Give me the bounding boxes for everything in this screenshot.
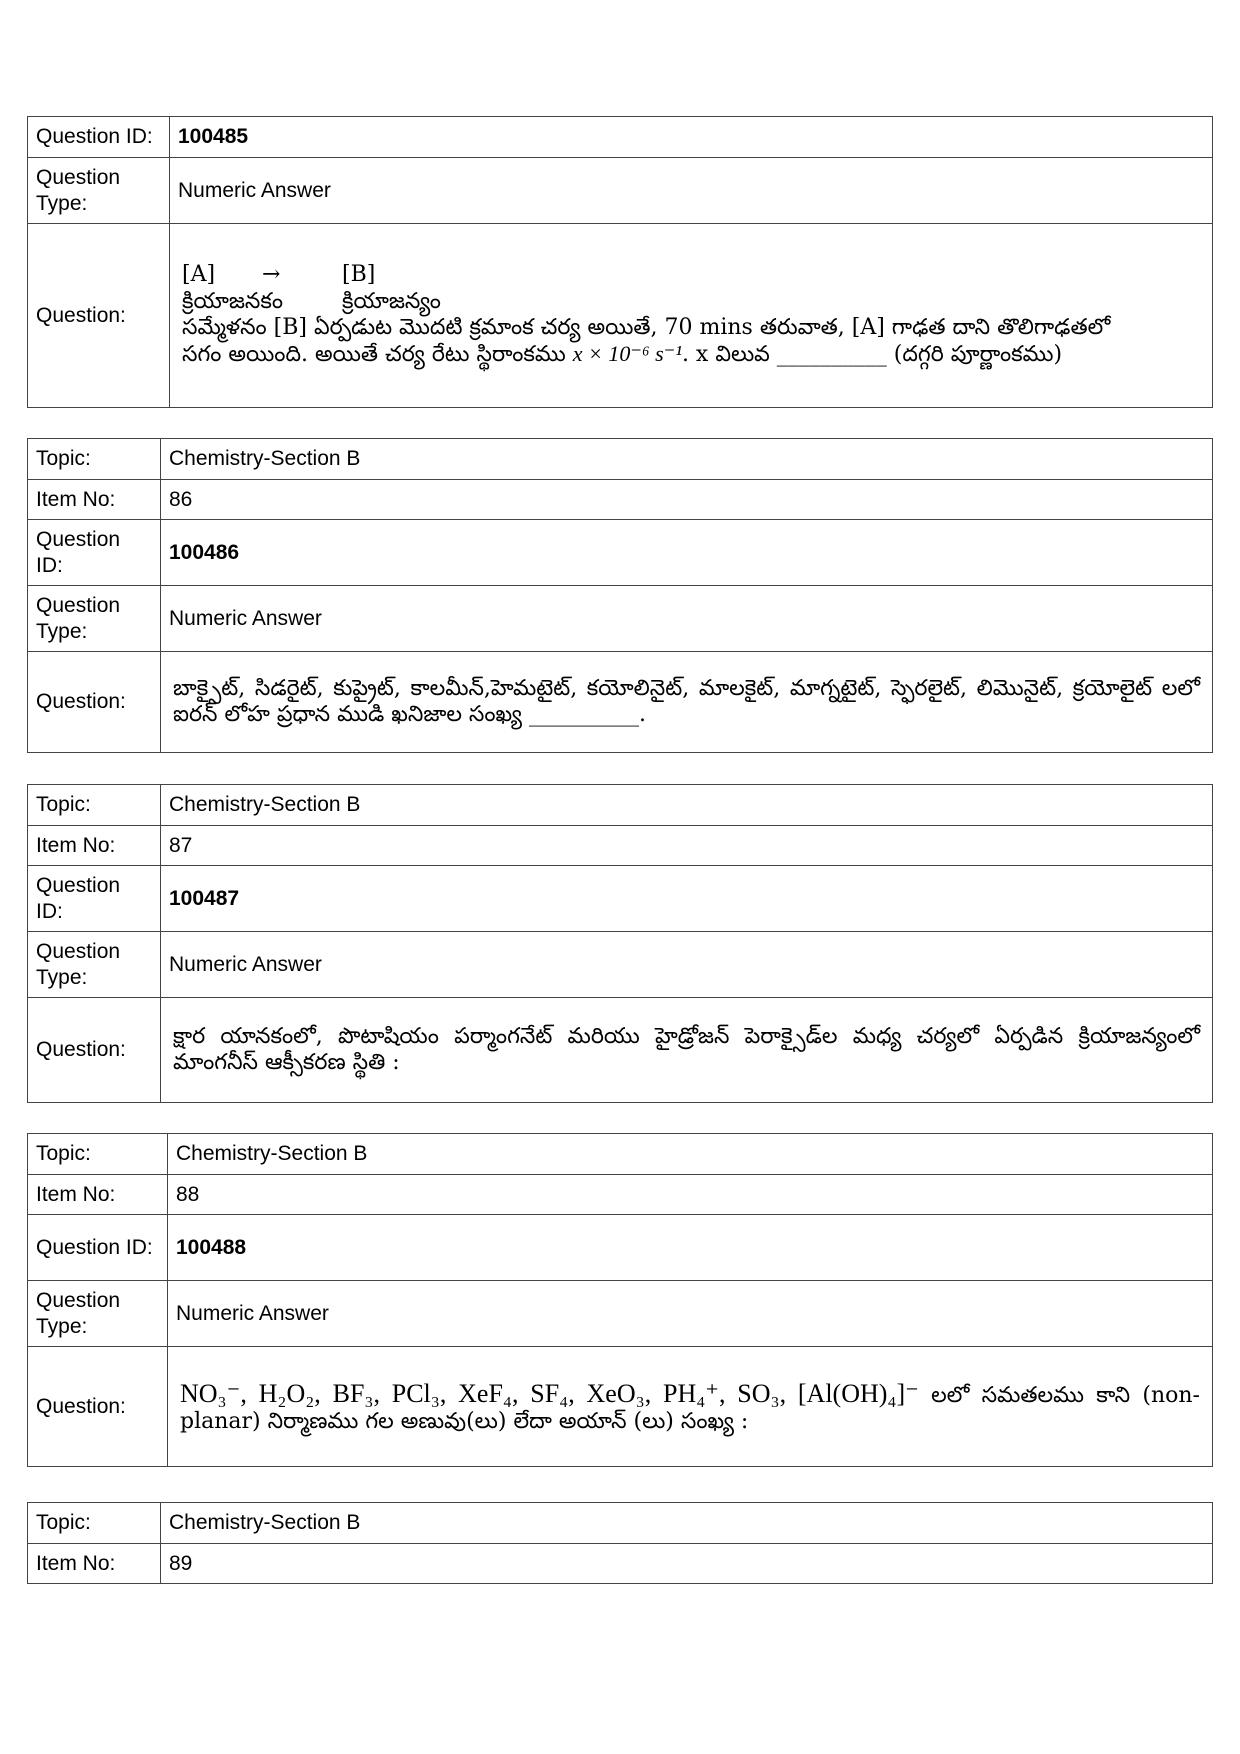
question-table-item-89 bbox=[27, 1502, 1213, 1584]
topic-value: Chemistry-Section B bbox=[161, 785, 1213, 826]
question-line-3: సమ్మేళనం [B] ఏర్పడుట మొదటి క్రమాంక చర్య అయితే, 70 mins తరువాత, [A] గాఢత దాని తొలిగాఢతలో bbox=[182, 315, 1111, 340]
question-id-value: 100485 bbox=[170, 117, 1213, 158]
question-line-4 bbox=[182, 341, 1200, 368]
question-id-label: Question ID: bbox=[28, 866, 161, 932]
rate-constant-expression: x × 10⁻⁶ s⁻¹ bbox=[572, 341, 682, 367]
question-label: Question: bbox=[28, 1347, 168, 1467]
question-table-100486 bbox=[27, 438, 1213, 753]
topic-label: Topic: bbox=[28, 785, 161, 826]
question-text bbox=[168, 1347, 1213, 1467]
topic-label: Topic: bbox=[28, 1503, 161, 1544]
question-line-4a: సగం అయింది. అయితే చర్య రేటు స్థిరాంకము bbox=[182, 342, 566, 368]
reaction-line bbox=[182, 262, 1200, 288]
question-table-100488 bbox=[27, 1133, 1213, 1467]
question-line-4b: . x విలువ __________ (దగ్గరి పూర్ణాంకము) bbox=[681, 342, 1063, 368]
item-no-label: Item No: bbox=[28, 1175, 168, 1215]
question-id-label: Question ID: bbox=[28, 1215, 168, 1281]
question-text: బాక్సైట్, సిడరైట్, కుప్రైట్, కాలమీన్,హెమటైట్, కయోలినైట్, మాలకైట్, మాగ్నటైట్, స్ఫెరలైట్, లిమొనైట్, క్రయోలైట్ లలో ఐరన్ లోహ ప్రధాన ముడి ఖనిజాల సంఖ్య __________. bbox=[161, 652, 1213, 753]
reaction-labels bbox=[182, 289, 1200, 315]
item-no-value: 88 bbox=[168, 1175, 1213, 1215]
question-label: Question: bbox=[28, 652, 161, 753]
item-no-label: Item No: bbox=[28, 1544, 161, 1584]
question-type-label: Question Type: bbox=[28, 586, 161, 652]
question-type-label: Question Type: bbox=[28, 158, 170, 224]
question-type-value: Numeric Answer bbox=[161, 932, 1213, 998]
question-id-value: 100488 bbox=[168, 1215, 1213, 1281]
reactant-label: క్రియాజనకం bbox=[182, 288, 284, 314]
question-type-value: Numeric Answer bbox=[168, 1281, 1213, 1347]
question-table-100485 bbox=[27, 116, 1213, 408]
topic-value: Chemistry-Section B bbox=[168, 1134, 1213, 1175]
item-no-value: 89 bbox=[161, 1544, 1213, 1584]
topic-label: Topic: bbox=[28, 1134, 168, 1175]
question-type-label: Question Type: bbox=[28, 932, 161, 998]
question-type-value: Numeric Answer bbox=[170, 158, 1213, 224]
question-type-value: Numeric Answer bbox=[161, 586, 1213, 652]
question-id-label: Question ID: bbox=[28, 117, 170, 158]
topic-value: Chemistry-Section B bbox=[161, 1503, 1213, 1544]
product-label: క్రియాజన్యం bbox=[342, 288, 441, 314]
question-type-label: Question Type: bbox=[28, 1281, 168, 1347]
reaction-arrow: → bbox=[262, 262, 281, 288]
question-table-100487 bbox=[27, 784, 1213, 1103]
item-no-value: 86 bbox=[161, 480, 1213, 520]
question-text: క్షార యానకంలో, పొటాషియం పర్మాంగనేట్ మరియు హైడ్రోజన్ పెరాక్సైడ్‌ల మధ్య చర్యలో ఏర్పడిన క్రియాజన్యంలో మాంగనీస్ ఆక్సీకరణ స్థితి : bbox=[161, 998, 1213, 1103]
question-label: Question: bbox=[28, 224, 170, 408]
product: [B] bbox=[342, 262, 376, 288]
question-id-label: Question ID: bbox=[28, 520, 161, 586]
topic-value: Chemistry-Section B bbox=[161, 439, 1213, 480]
item-no-value: 87 bbox=[161, 826, 1213, 866]
formula-list: NO₃⁻, H₂O₂, BF₃, PCl₃, XeF₄, SF₄, XeO₃, PH₄⁺, SO₃, [Al(OH)₄]⁻ bbox=[180, 1378, 919, 1408]
question-body: లలో సమతలము కాని (non-planar) నిర్మాణము గల అణువు(లు) లేదా అయాన్ (లు) సంఖ్య : bbox=[180, 1382, 1200, 1434]
item-no-label: Item No: bbox=[28, 826, 161, 866]
question-text bbox=[170, 224, 1213, 408]
item-no-label: Item No: bbox=[28, 480, 161, 520]
reactant: [A] bbox=[182, 262, 216, 288]
question-label: Question: bbox=[28, 998, 161, 1103]
question-id-value: 100486 bbox=[161, 520, 1213, 586]
question-id-value: 100487 bbox=[161, 866, 1213, 932]
topic-label: Topic: bbox=[28, 439, 161, 480]
